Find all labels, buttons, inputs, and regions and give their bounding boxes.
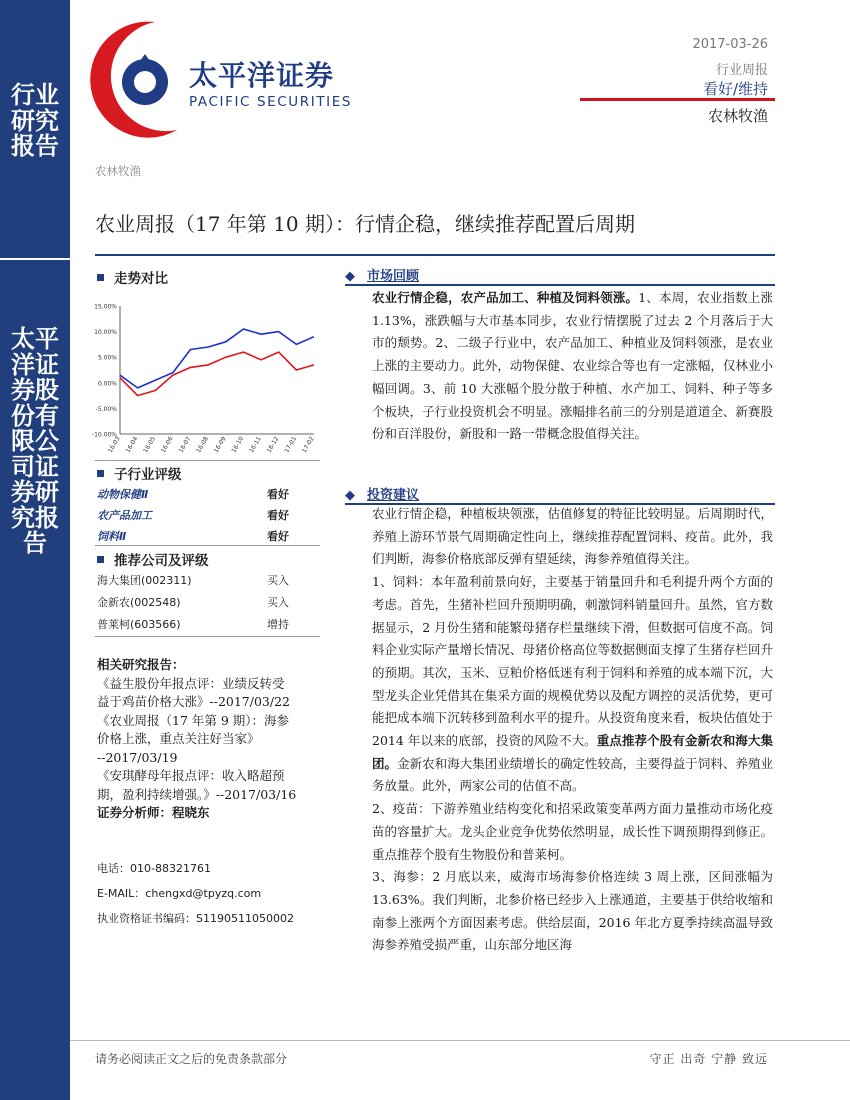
company-row: 海大集团(002311) 买入 (97, 574, 289, 587)
related-reports (97, 656, 322, 823)
company-row: 金新农(002548) 买入 (97, 596, 289, 609)
analyst-email: E-MAIL：chengxd@tpyzq.com (97, 887, 262, 900)
company-section-heading: 推荐公司及评级 (97, 549, 209, 569)
breadcrumb: 农林牧渔 (95, 164, 141, 178)
related-report-line: 《益生股份年报点评：业绩反转受 (97, 675, 285, 691)
analyst-license: 执业资格证书编码：S1190511050002 (97, 912, 294, 925)
related-report-line: 《农业周报（17 年第 9 期）：海参 (97, 712, 290, 728)
related-report-line: 益于鸡苗价格大涨》--2017/03/22 (97, 694, 290, 709)
sidebar-company-label: 太平洋证券股份有限公司证券研究报告 (11, 325, 59, 557)
sub-rating-section-heading: 子行业评级 (97, 463, 182, 483)
chart-x-tick-label: 16-05 (142, 435, 158, 455)
market-review-divider (345, 284, 775, 286)
chart-y-tick-label: 0.00% (97, 380, 117, 388)
related-report-line: 《安琪酵母年报点评：收入略超预 (97, 768, 285, 783)
chart-y-tick-label: -10.00% (92, 431, 117, 439)
square-bullet-icon (97, 556, 104, 563)
chart-x-tick-label: 16-09 (212, 435, 228, 455)
report-date: 2017-03-26 (692, 37, 768, 52)
chart-x-tick-label: 16-06 (159, 435, 175, 455)
logo-name-cn: 太平洋证券 (189, 59, 335, 92)
sub-rating-row: 动物保健Ⅱ 看好 (97, 488, 289, 501)
trend-section-heading: 走势对比 (97, 267, 168, 287)
related-report-line: 价格上涨，重点关注好当家》 (97, 731, 260, 746)
sector-name: 农林牧渔 (707, 107, 768, 125)
chart-x-tick-label: 16-11 (248, 435, 263, 455)
section-divider (95, 636, 320, 637)
sidebar-separator (0, 258, 70, 260)
chart-series-line (120, 352, 314, 396)
company-row: 普莱柯(603566) 增持 (97, 618, 289, 631)
trend-chart (92, 298, 320, 458)
disclaimer-note: 请务必阅读正文之后的免责条款部分 (95, 1052, 288, 1066)
title-divider (95, 254, 775, 256)
related-reports-heading: 相关研究报告： (97, 657, 185, 672)
chart-x-tick-label: 16-04 (124, 435, 140, 455)
section-divider (95, 545, 320, 546)
investment-advice-heading: ◆ 投资建议 (345, 488, 420, 503)
market-review-text: 农业行情企稳，农产品加工、种植及饲料领涨。1、本周，农业指数上涨 1.13%，涨跌幅与大市基本同步，农业行情摆脱了过去 2 个月落后于大市的颓势。2、二级子行业中，农产品加工、种植业及饲料领涨，是农业上涨的主要动力。此外，动物保健、农业综合等也有一定涨幅，仅林业小幅回调。3、前 10 大涨幅个股分散于种植、水产加工、饲料、种子等多个板块，子行业投资机会不明显。涨幅排名前三的分别是道道全、新赛股份和百洋股份，新股和一路一带概念股值得关注。 (372, 290, 773, 442)
page-title: 农业周报（17 年第 10 期）：行情企稳，继续推荐配置后周期 (95, 212, 635, 236)
chart-x-tick-label: 16-08 (195, 435, 210, 455)
chart-x-tick-label: 17-01 (283, 435, 299, 455)
logo-name-en: PACIFIC SECURITIES (189, 94, 353, 110)
sub-rating-row: 饲料Ⅱ 看好 (97, 530, 289, 543)
chart-x-tick-label: 16-12 (265, 435, 281, 455)
industry-rating: 看好/维持 (702, 80, 768, 98)
market-review-heading: ◆ 市场回顾 (345, 269, 420, 284)
chart-x-tick-label: 16-10 (230, 435, 246, 455)
chart-y-tick-label: -5.00% (95, 405, 117, 413)
sub-rating-row: 农产品加工 看好 (97, 509, 289, 522)
section-divider (95, 460, 320, 461)
chart-x-tick-label: 17-02 (300, 435, 316, 455)
analyst-phone: 电话：010-88321761 (97, 862, 211, 875)
chart-y-tick-label: 5.00% (97, 354, 117, 362)
investment-advice-text: 农业行情企稳，种植板块领涨，估值修复的特征比较明显。后周期时代，养殖上游环节景气周期确定性向上，继续推荐配置饲料、疫苗。此外，我们判断，海参价格底部反弹有望延续，海参养殖值得关注。 1、饲料：本年盈利前景向好，主要基于销量回升和毛利提升两个方面的考虑。首先，生猪补栏回升预期明确，刺激饲料销量回升。虽然，官方数据显示，2 月份生猪和能繁母猪存栏量继续下滑，但数据可信度不高。饲料企业实际产量增长情况、母猪价格高位等数据侧面支撑了生猪存栏回升的预期。其次，玉米、豆粕价格低迷有利于饲料和养殖的成本端下沉，大型龙头企业凭借其在集采方面的规模优势以及配方调控的灵活优势，更可能把成本端下沉转移到盈利水平的提升。从投资角度来看，板块估值处于 2014 年以来的底部，投资的风险不大。重点推荐个股有金新农和海大集团。金新农和海大集团业绩增长的确定性较高，主要得益于饲料、养殖业务放量。此外，两家公司的估值不高。 2、疫苗：下游养殖业结构变化和招采政策变革两方面力量推动市场化疫苗的容量扩大。龙头企业竞争优势依然明显，成长性下调预期得到修正。重点推荐个股有生物股份和普莱柯。 3、海参：2 月底以来，威海市场海参价格连续 3 周上涨，区间涨幅为 13.63%。我们判断，北参价格已经步入上涨通道，主要基于供给收缩和南参上涨两个方面因素考虑。供给层面，2016 年北方夏季持续高温导致海参养殖受损严重，山东部分地区海 (372, 506, 773, 953)
related-report-line: --2017/03/19 (97, 749, 178, 765)
header-divider (580, 98, 775, 101)
logo-emblem-icon (85, 18, 195, 140)
report-type: 行业周报 (715, 63, 768, 78)
sidebar-report-category: 行业研究报告 (11, 81, 59, 160)
chart-x-tick-label: 16-03 (106, 435, 122, 455)
analyst-name: 证券分析师：程晓东 (97, 805, 210, 820)
diamond-bullet-icon: ◆ (345, 269, 355, 284)
related-report-line: 期，盈利持续增强。》--2017/03/16 (97, 786, 297, 802)
square-bullet-icon (97, 274, 104, 281)
diamond-bullet-icon: ◆ (345, 488, 355, 503)
company-motto: 守正 出奇 宁静 致远 (649, 1052, 768, 1066)
square-bullet-icon (97, 470, 104, 477)
chart-x-tick-label: 16-07 (177, 435, 193, 455)
chart-y-tick-label: 15.00% (94, 303, 117, 311)
footer-divider (70, 1040, 850, 1041)
company-logo (85, 18, 375, 140)
chart-y-tick-label: 10.00% (94, 329, 117, 337)
